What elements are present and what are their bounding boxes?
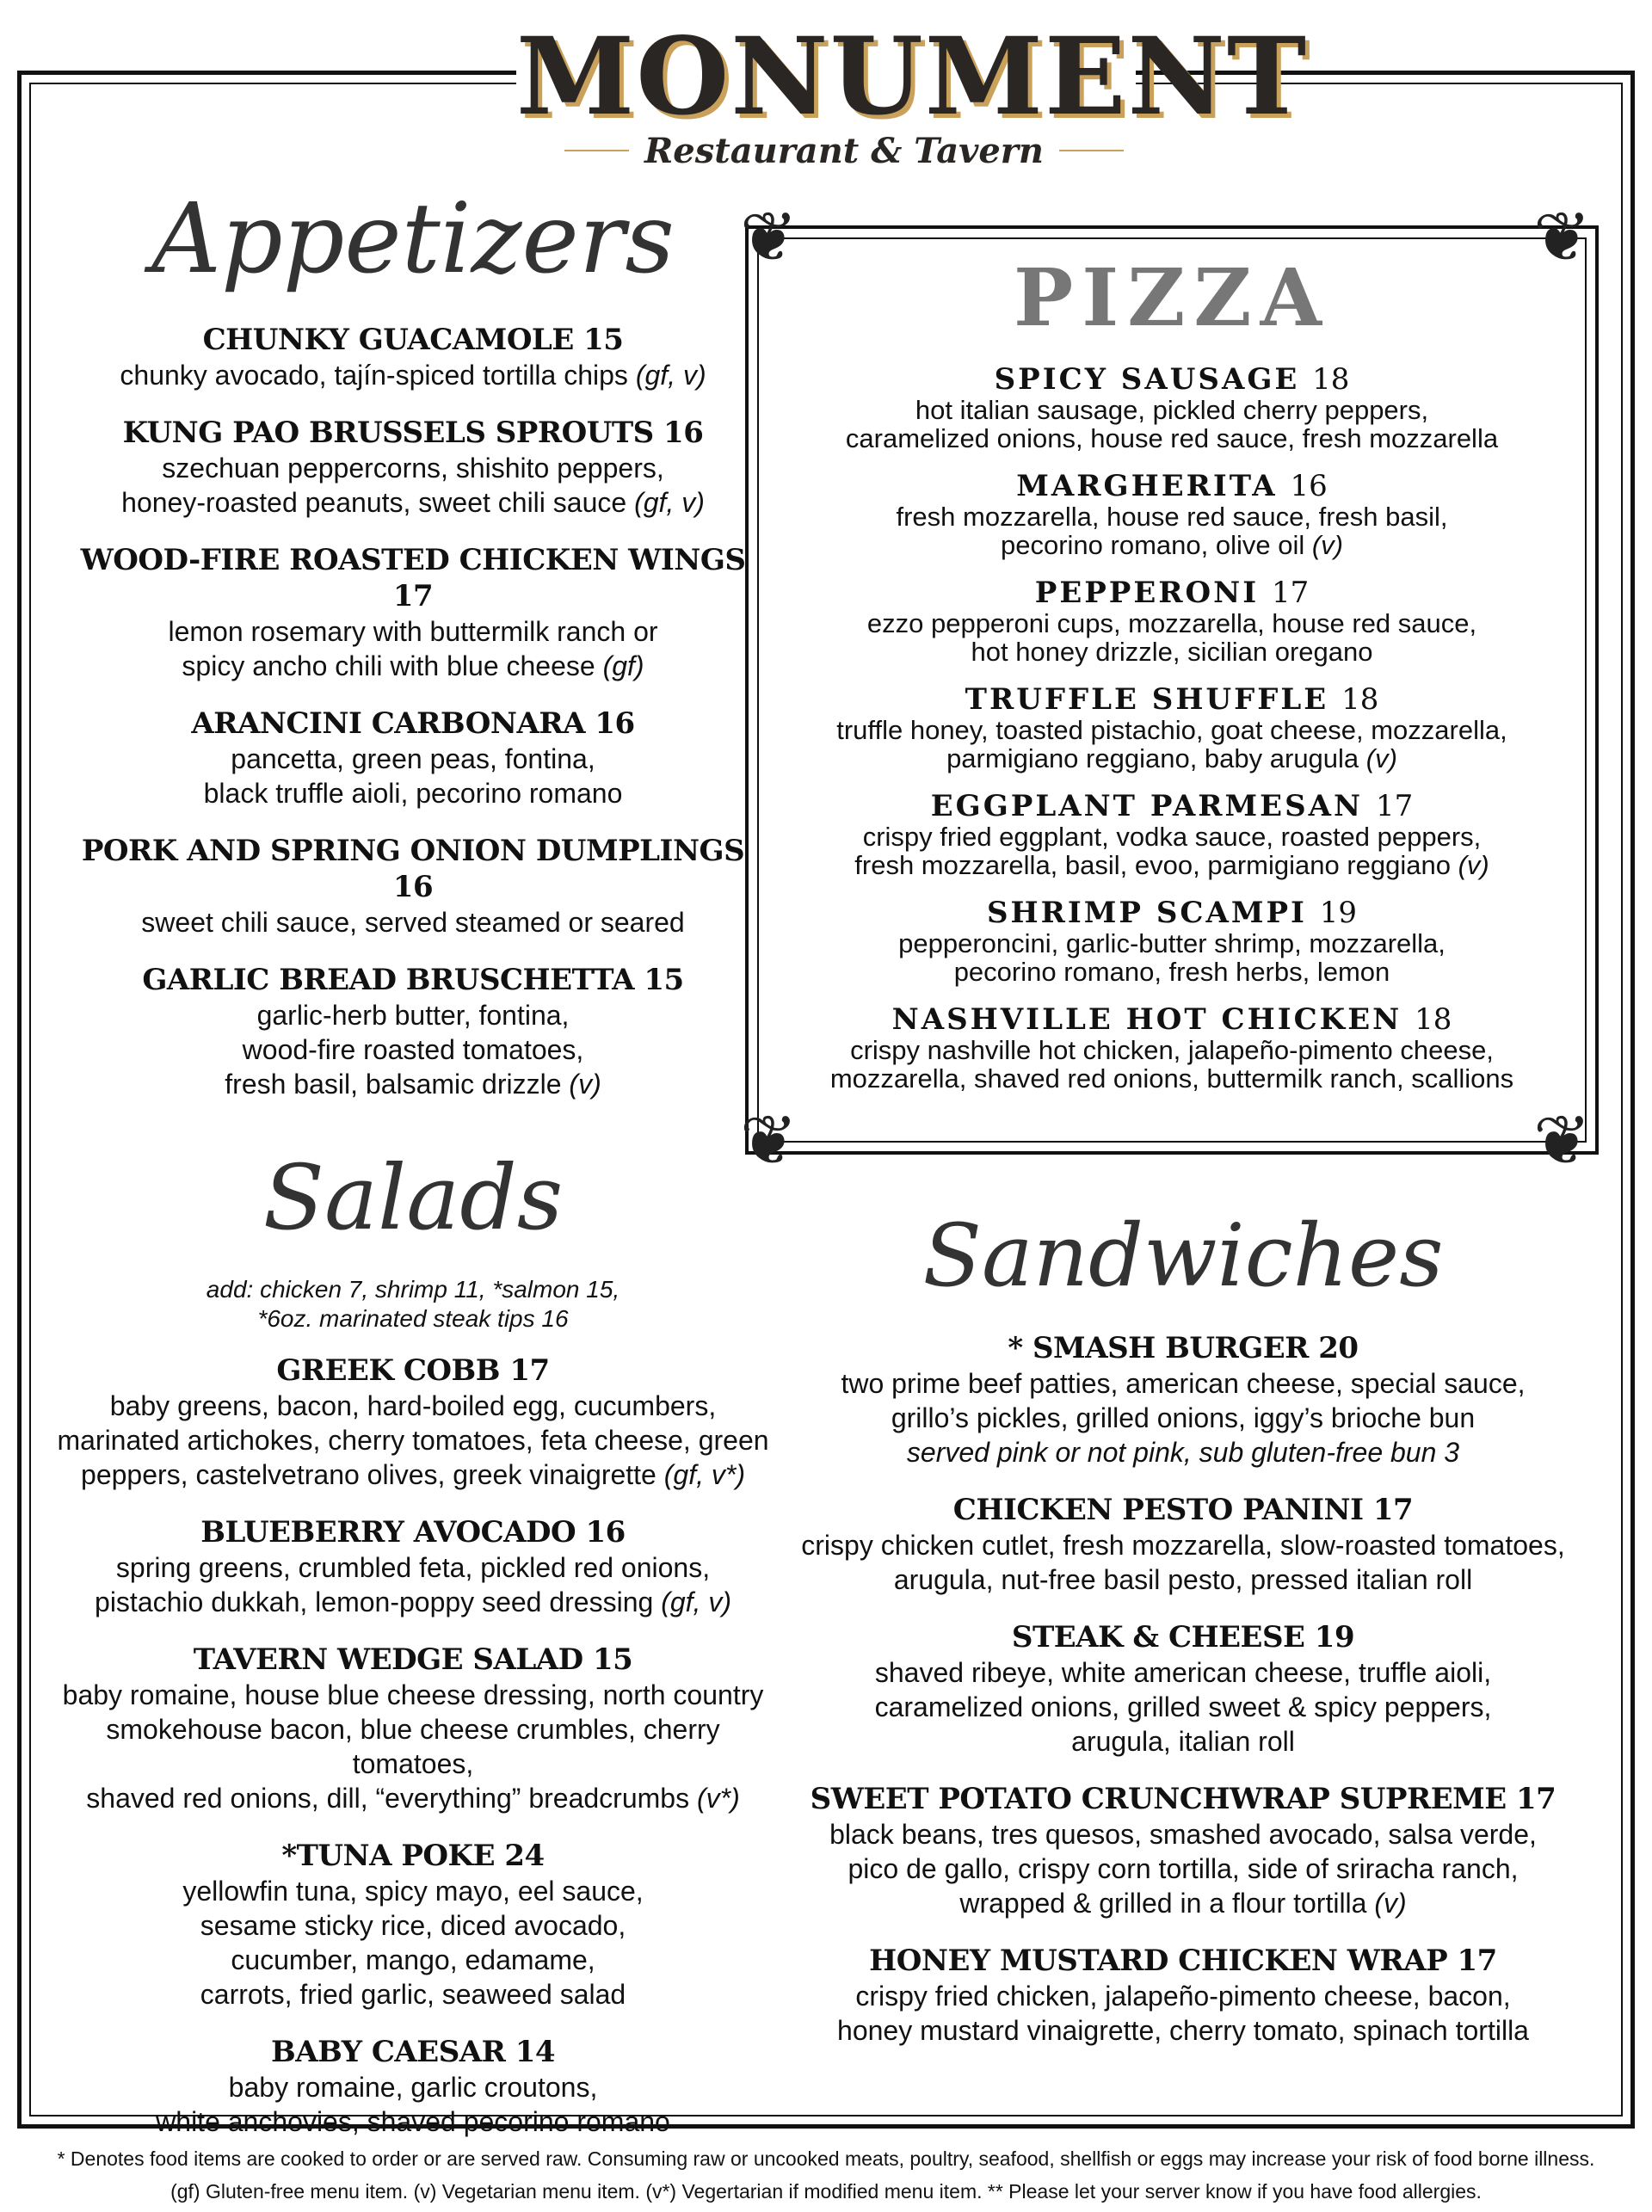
pizza-item-description	[774, 823, 1569, 879]
menu-item-name: STEAK & CHEESE 19	[1011, 1620, 1355, 1654]
menu-item-description	[60, 742, 766, 810]
corner-flourish-icon: ❦	[1533, 197, 1592, 277]
menu-item	[60, 962, 766, 1101]
appetizers-section	[60, 322, 766, 1124]
menu-item	[783, 1781, 1583, 1920]
pizza-item	[774, 1003, 1569, 1093]
pizza-item-name	[774, 470, 1569, 502]
pizza-item-description	[774, 929, 1569, 986]
appetizers-heading: Appetizers	[151, 183, 675, 295]
menu-item-description	[783, 1979, 1583, 2048]
description-line: honey-roasted peanuts, sweet chili sauce (gf, v)	[121, 487, 705, 518]
logo-subtitle-row	[564, 129, 1124, 172]
menu-item-description	[60, 905, 766, 940]
dietary-tag: (v)	[561, 1069, 601, 1100]
addon-line: add: chicken 7, shrimp 11, *salmon 15,	[206, 1276, 620, 1303]
description-line: szechuan peppercorns, shishito peppers,	[162, 453, 664, 484]
menu-item-description	[60, 998, 766, 1101]
description-line: truffle honey, toasted pistachio, goat cheese, mozzarella,	[836, 715, 1507, 745]
logo-subtitle: Restaurant & Tavern	[644, 130, 1044, 171]
pizza-price: 17	[1271, 576, 1310, 610]
menu-item	[783, 1330, 1583, 1470]
description-line: grillo’s pickles, grilled onions, iggy’s brioche bun	[891, 1402, 1476, 1433]
description-line: marinated artichokes, cherry tomatoes, feta cheese, green	[57, 1425, 769, 1456]
menu-item-name: BLUEBERRY AVOCADO 16	[200, 1515, 626, 1550]
menu-item-description	[52, 1389, 774, 1492]
corner-flourish-icon: ❦	[740, 197, 798, 277]
menu-item-name: BABY CAESAR 14	[270, 2035, 556, 2069]
pizza-item	[774, 470, 1569, 559]
menu-item	[60, 705, 766, 810]
menu-item-name: GREEK COBB 17	[276, 1353, 550, 1388]
description-line: crispy nashville hot chicken, jalapeño-pimento cheese,	[850, 1035, 1494, 1065]
footer-disclaimer	[17, 2142, 1635, 2208]
menu-item	[60, 542, 766, 683]
menu-item	[783, 1943, 1583, 2048]
pizza-item	[774, 363, 1569, 453]
description-line: fresh mozzarella, house red sauce, fresh basil,	[896, 502, 1448, 532]
pizza-name: SPICY SAUSAGE	[994, 362, 1300, 397]
description-line: shaved red onions, dill, “everything” breadcrumbs (v*)	[86, 1783, 740, 1814]
salads-section	[52, 1275, 774, 2161]
description-line: arugula, italian roll	[1071, 1726, 1295, 1757]
description-line: spicy ancho chili with blue cheese (gf)	[182, 650, 644, 681]
pizza-name: SHRIMP SCAMPI	[986, 896, 1307, 930]
description-line: chunky avocado, tajín-spiced tortilla chips (gf, v)	[120, 360, 706, 391]
dietary-tag: (gf, v*)	[656, 1459, 745, 1490]
pizza-price: 16	[1290, 469, 1328, 503]
pizza-name: MARGHERITA	[1016, 469, 1278, 503]
menu-item-description	[783, 1655, 1583, 1759]
pizza-price: 19	[1319, 896, 1358, 930]
description-line: wrapped & grilled in a flour tortilla (v)	[959, 1888, 1407, 1919]
menu-item-description	[60, 358, 766, 392]
footer-line-legend: (gf) Gluten-free menu item. (v) Vegetarian menu item. (v*) Vegertarian if modified menu item. ** Please let your server know if you have food allergies.	[170, 2180, 1482, 2203]
menu-item-name: * SMASH BURGER 20	[1008, 1331, 1359, 1365]
dietary-tag: (gf, v)	[627, 360, 706, 391]
description-line: black truffle aioli, pecorino romano	[203, 778, 623, 809]
description-line: crispy chicken cutlet, fresh mozzarella, slow-roasted tomatoes,	[801, 1530, 1565, 1561]
dietary-tag: (v)	[1304, 530, 1343, 560]
addon-line: *6oz. marinated steak tips 16	[257, 1305, 569, 1332]
menu-item-name: GARLIC BREAD BRUSCHETTA 15	[142, 963, 684, 997]
dietary-tag: (gf, v)	[653, 1587, 731, 1617]
description-line: lemon rosemary with buttermilk ranch or	[168, 616, 658, 647]
menu-item-note: served pink or not pink, sub gluten-free bun 3	[906, 1437, 1460, 1468]
pizza-name: EGGPLANT PARMESAN	[930, 789, 1364, 823]
menu-item-description	[783, 1817, 1583, 1920]
dietary-tag: (gf, v)	[626, 487, 705, 518]
pizza-name: TRUFFLE SHUFFLE	[965, 682, 1329, 717]
pizza-item-description	[774, 502, 1569, 559]
divider-left	[564, 150, 629, 151]
menu-item	[783, 1492, 1583, 1597]
description-line: pistachio dukkah, lemon-poppy seed dressing (gf, v)	[95, 1587, 731, 1617]
description-line: fresh mozzarella, basil, evoo, parmigiano reggiano (v)	[854, 850, 1489, 880]
menu-item-name: WOOD-FIRE ROASTED CHICKEN WINGS 17	[80, 543, 746, 613]
description-line: black beans, tres quesos, smashed avocado, salsa verde,	[829, 1819, 1537, 1850]
pizza-item-description	[774, 609, 1569, 666]
corner-flourish-icon: ❦	[1533, 1100, 1592, 1180]
menu-item-description	[60, 451, 766, 520]
dietary-tag: (v)	[1359, 743, 1397, 773]
pizza-name: NASHVILLE HOT CHICKEN	[891, 1002, 1402, 1037]
menu-item-description	[52, 2070, 774, 2139]
menu-item	[783, 1619, 1583, 1759]
pizza-price: 18	[1312, 362, 1350, 397]
divider-right	[1059, 150, 1124, 151]
description-line: caramelized onions, grilled sweet & spicy peppers,	[874, 1691, 1492, 1722]
menu-item	[52, 2034, 774, 2139]
description-line: crispy fried chicken, jalapeño-pimento cheese, bacon,	[855, 1981, 1511, 2012]
description-line: mozzarella, shaved red onions, buttermilk ranch, scallions	[829, 1063, 1514, 1094]
dietary-tag: (v)	[1366, 1888, 1407, 1919]
description-line: sweet chili sauce, served steamed or seared	[141, 907, 685, 938]
menu-item-name: PORK AND SPRING ONION DUMPLINGS 16	[81, 834, 745, 904]
description-line: caramelized onions, house red sauce, fresh mozzarella	[845, 423, 1499, 453]
description-line: smokehouse bacon, blue cheese crumbles, cherry tomatoes,	[106, 1714, 720, 1779]
description-line: honey mustard vinaigrette, cherry tomato, spinach tortilla	[837, 2015, 1529, 2046]
description-line: pepperoncini, garlic-butter shrimp, mozzarella,	[898, 928, 1446, 958]
description-line: garlic-herb butter, fontina,	[256, 1000, 570, 1031]
description-line: pecorino romano, olive oil (v)	[1000, 530, 1343, 560]
menu-item-name: HONEY MUSTARD CHICKEN WRAP 17	[869, 1944, 1497, 1978]
salads-heading: Salads	[262, 1145, 564, 1250]
restaurant-logo: MONUMENT	[516, 15, 1309, 139]
pizza-item-description	[774, 716, 1569, 773]
footer-line-raw-food: * Denotes food items are cooked to order or are served raw. Consuming raw or uncooked meats, poultry, seafood, shellfish or eggs may increase your risk of food borne illness.	[57, 2147, 1595, 2170]
description-line: pico de gallo, crispy corn tortilla, side of sriracha ranch,	[848, 1853, 1519, 1884]
description-line: baby romaine, garlic croutons,	[228, 2072, 598, 2103]
pizza-price: 18	[1415, 1002, 1452, 1037]
menu-item-name: *TUNA POKE 24	[281, 1839, 545, 1873]
menu-item-description	[52, 1550, 774, 1619]
menu-item	[52, 1838, 774, 2012]
menu-item	[60, 833, 766, 940]
menu-item-description	[783, 1528, 1583, 1597]
description-line: ezzo pepperoni cups, mozzarella, house red sauce,	[866, 608, 1477, 638]
menu-item-name: KUNG PAO BRUSSELS SPROUTS 16	[122, 416, 704, 450]
dietary-tag: (v*)	[689, 1783, 740, 1814]
pizza-item	[774, 897, 1569, 986]
sandwiches-heading: Sandwiches	[922, 1205, 1444, 1306]
dietary-tag: (gf)	[595, 650, 644, 681]
description-line: shaved ribeye, white american cheese, truffle aioli,	[874, 1657, 1492, 1688]
description-line: pecorino romano, fresh herbs, lemon	[953, 957, 1390, 987]
description-line: spring greens, crumbled feta, pickled red onions,	[115, 1552, 711, 1583]
description-line: fresh basil, balsamic drizzle (v)	[225, 1069, 601, 1100]
menu-item-name: TAVERN WEDGE SALAD 15	[193, 1642, 633, 1677]
description-line: wood-fire roasted tomatoes,	[242, 1034, 584, 1065]
description-line: baby romaine, house blue cheese dressing, north country	[62, 1679, 764, 1710]
description-line: white anchovies, shaved pecorino romano	[156, 2106, 670, 2137]
pizza-section	[774, 363, 1569, 1110]
pizza-item-name	[774, 363, 1569, 396]
description-line: hot italian sausage, pickled cherry peppers,	[915, 395, 1429, 425]
description-line: arugula, nut-free basil pesto, pressed italian roll	[893, 1564, 1473, 1595]
dietary-tag: (v)	[1450, 850, 1489, 880]
sandwiches-section	[783, 1330, 1583, 2070]
pizza-item-name	[774, 683, 1569, 716]
description-line: hot honey drizzle, sicilian oregano	[971, 637, 1373, 667]
menu-item-description	[52, 1678, 774, 1815]
description-line: peppers, castelvetrano olives, greek vinaigrette (gf, v*)	[81, 1459, 745, 1490]
menu-item-description	[52, 1874, 774, 2012]
pizza-item	[774, 576, 1569, 666]
pizza-price: 17	[1375, 789, 1414, 823]
description-line: pancetta, green peas, fontina,	[231, 743, 595, 774]
pizza-item-name	[774, 897, 1569, 929]
description-line: cucumber, mango, edamame,	[231, 1944, 595, 1975]
menu-item-name: SWEET POTATO CRUNCHWRAP SUPREME 17	[810, 1782, 1556, 1816]
pizza-item-name	[774, 576, 1569, 609]
menu-item-name: CHICKEN PESTO PANINI 17	[952, 1493, 1414, 1527]
pizza-name: PEPPERONI	[1034, 576, 1260, 610]
pizza-heading: PIZZA	[1014, 251, 1330, 344]
pizza-item-description	[774, 396, 1569, 453]
menu-item-name: ARANCINI CARBONARA 16	[191, 706, 635, 741]
salads-addons-note	[52, 1275, 774, 1334]
pizza-item-description	[774, 1036, 1569, 1093]
menu-item-description	[783, 1366, 1583, 1470]
pizza-item-name	[774, 1003, 1569, 1036]
pizza-item	[774, 683, 1569, 773]
description-line: carrots, fried garlic, seaweed salad	[200, 1979, 626, 2010]
pizza-price: 18	[1341, 682, 1379, 717]
menu-item	[52, 1514, 774, 1619]
description-line: crispy fried eggplant, vodka sauce, roasted peppers,	[862, 822, 1482, 852]
menu-item	[52, 1352, 774, 1492]
description-line: sesame sticky rice, diced avocado,	[200, 1910, 626, 1941]
menu-item	[60, 415, 766, 520]
description-line: baby greens, bacon, hard-boiled egg, cucumbers,	[109, 1390, 717, 1421]
menu-item	[52, 1642, 774, 1815]
menu-item-description	[60, 614, 766, 683]
corner-flourish-icon: ❦	[740, 1100, 798, 1180]
menu-item	[60, 322, 766, 392]
pizza-item-name	[774, 790, 1569, 823]
pizza-item	[774, 790, 1569, 879]
description-line: two prime beef patties, american cheese, special sauce,	[841, 1368, 1526, 1399]
menu-item-name: CHUNKY GUACAMOLE 15	[202, 323, 624, 357]
description-line: parmigiano reggiano, baby arugula (v)	[946, 743, 1397, 773]
description-line: yellowfin tuna, spicy mayo, eel sauce,	[182, 1876, 644, 1907]
